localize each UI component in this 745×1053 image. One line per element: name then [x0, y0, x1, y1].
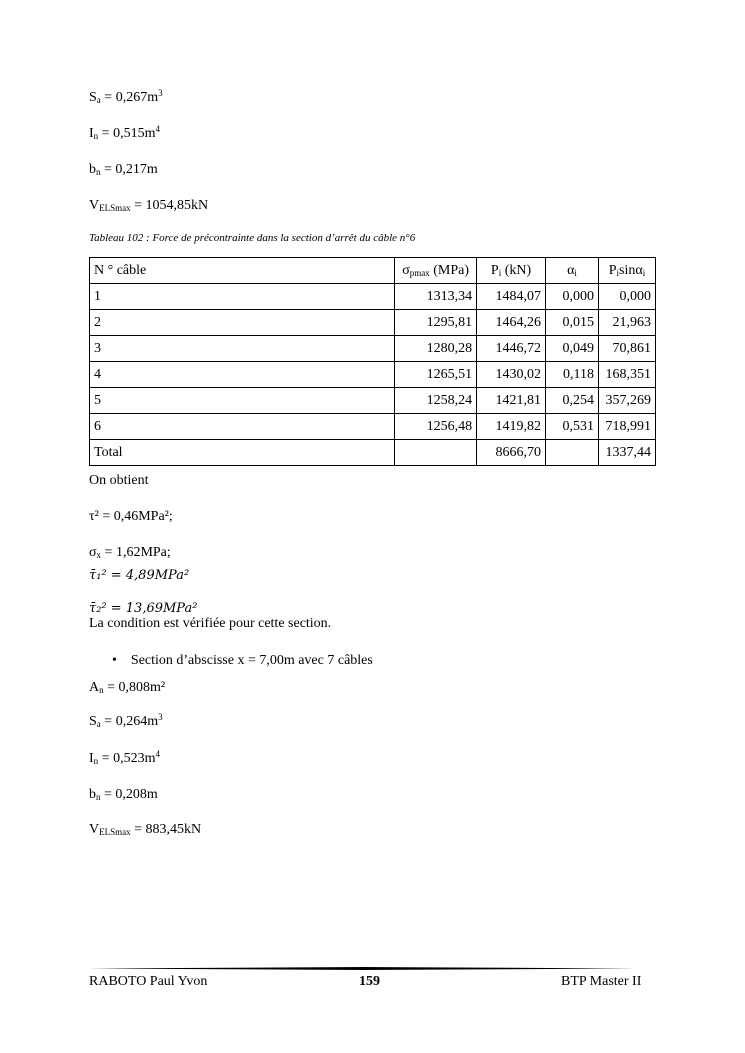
cell-pisin: 0,000	[598, 284, 655, 310]
header-sigma: $\sigma_{pmax}$ (MPa)	[395, 258, 477, 284]
in-symbol: I	[89, 126, 94, 141]
cell-total-label: Total	[90, 440, 395, 466]
header-pi: $P_i$ (kN)	[477, 258, 546, 284]
in-subscript: n	[93, 131, 99, 141]
cell-pi: 1421,81	[477, 388, 546, 414]
sa-exponent: 3	[158, 88, 163, 98]
header-pisin: $P_i\sin\alpha_i$	[598, 258, 655, 284]
tau2-formula: τ̄₂² = 13,69MPa²	[89, 601, 198, 616]
cell-sigma	[395, 440, 477, 466]
table-header-row	[90, 258, 656, 284]
cell-sigma: 1295,81	[395, 310, 477, 336]
condition-text: La condition est vérifiée pour cette section.	[89, 616, 332, 631]
table-row	[90, 388, 656, 414]
table-caption: Tableau 102 : Force de précontrainte dans la section d’arrêt du câble n°6	[89, 232, 416, 244]
in-exponent: 4	[155, 124, 160, 134]
table-row	[90, 362, 656, 388]
bn2-line: $b_n = 0,208m$	[89, 787, 158, 802]
cell-pi: 1446,72	[477, 336, 546, 362]
cell-pi: 1430,02	[477, 362, 546, 388]
bn-line	[89, 162, 158, 178]
table-row	[90, 284, 656, 310]
cell-cable: 5	[90, 388, 395, 414]
cell-pisin: 21,963	[598, 310, 655, 336]
bullet-dot-icon: •	[112, 653, 117, 668]
cell-sigma: 1256,48	[395, 414, 477, 440]
footer-page-number: 159	[359, 974, 380, 989]
vels-symbol: V	[89, 198, 100, 213]
cell-pisin: 718,991	[598, 414, 655, 440]
cell-pi-total: 8666,70	[477, 440, 546, 466]
header-alpha: $\alpha_i$	[546, 258, 599, 284]
cell-sigma: 1313,34	[395, 284, 477, 310]
table-row	[90, 310, 656, 336]
table-total-row	[90, 440, 656, 466]
cell-pi: 1484,07	[477, 284, 546, 310]
cell-alpha: 0,015	[546, 310, 599, 336]
header-cable: N ° câble	[90, 258, 395, 284]
in-line	[89, 126, 160, 142]
cell-cable: 2	[90, 310, 395, 336]
in-value: = 0,515m	[98, 126, 156, 141]
tau-squared: τ² = 0,46MPa²;	[89, 509, 173, 524]
cell-sigma: 1265,51	[395, 362, 477, 388]
footer-divider	[89, 967, 641, 970]
sa2-line: $S_a = 0,264m^3$	[89, 712, 163, 729]
an-line: $A_n = 0,808m^2$	[89, 680, 166, 695]
bn-subscript: n	[96, 167, 101, 177]
sa-value: = 0,267m	[100, 90, 159, 105]
cell-cable: 3	[90, 336, 395, 362]
bn-value: = 0,217m	[100, 162, 158, 177]
table-row	[90, 414, 656, 440]
bullet-text: Section d’abscisse x = 7,00m avec 7 câbles	[130, 653, 373, 668]
sa-symbol: S	[89, 90, 97, 105]
footer-course: BTP Master II	[561, 974, 642, 989]
cell-pisin-total: 1337,44	[598, 440, 655, 466]
cell-alpha: 0,118	[546, 362, 599, 388]
in2-line: $I_n = 0,523m^4$	[89, 749, 160, 766]
cell-sigma: 1280,28	[395, 336, 477, 362]
vels-value: = 1054,85kN	[130, 198, 209, 213]
cell-alpha	[546, 440, 599, 466]
cell-cable: 6	[90, 414, 395, 440]
section-bullet	[112, 653, 373, 669]
cell-pisin: 168,351	[598, 362, 655, 388]
sa-line	[89, 90, 163, 106]
cell-alpha: 0,049	[546, 336, 599, 362]
cell-pisin: 357,269	[598, 388, 655, 414]
table-row	[90, 336, 656, 362]
footer-author: RABOTO Paul Yvon	[89, 974, 208, 989]
cell-cable: 1	[90, 284, 395, 310]
cell-alpha: 0,000	[546, 284, 599, 310]
cell-cable: 4	[90, 362, 395, 388]
cell-pi: 1464,26	[477, 310, 546, 336]
cell-alpha: 0,531	[546, 414, 599, 440]
bn-symbol: b	[89, 162, 96, 177]
prestress-table	[89, 257, 656, 466]
sigma-x-line: $\sigma_x = 1,62MPa$;	[89, 545, 171, 560]
tau1-formula: τ̄₁² = 4,89MPa²	[89, 568, 190, 583]
vels2-line: $V_{ELSmax} = 883,45kN$	[89, 822, 202, 837]
cell-sigma: 1258,24	[395, 388, 477, 414]
cell-pi: 1419,82	[477, 414, 546, 440]
cell-alpha: 0,254	[546, 388, 599, 414]
vels-subscript: ELSmax	[99, 203, 131, 213]
sa-subscript: a	[96, 95, 101, 105]
cell-pisin: 70,861	[598, 336, 655, 362]
result-intro: On obtient	[89, 473, 149, 488]
vels-line	[89, 198, 208, 214]
